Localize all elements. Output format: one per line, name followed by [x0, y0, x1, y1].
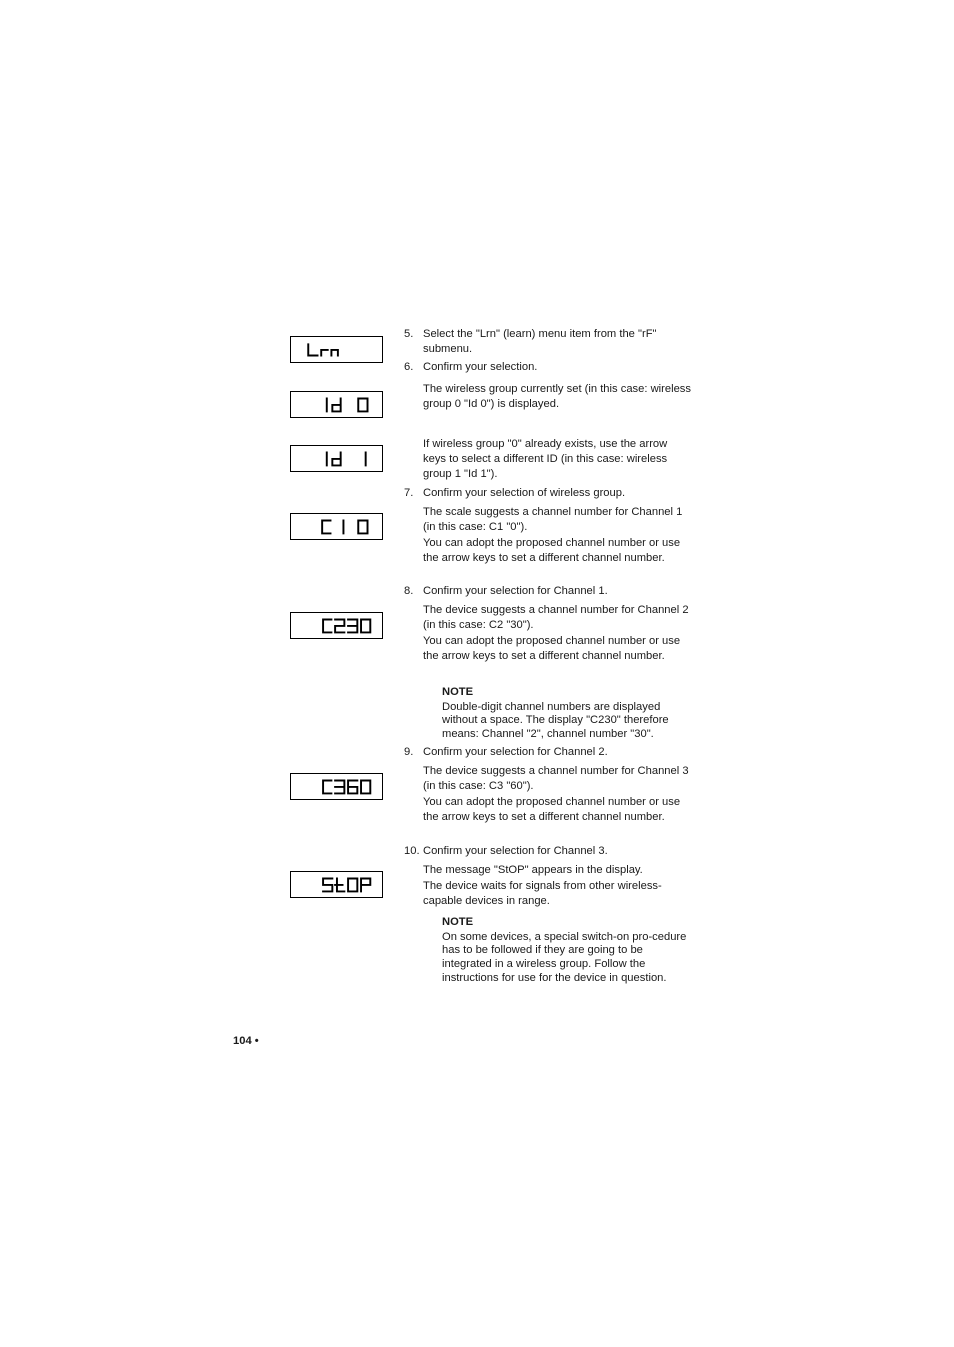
step-9-number: 9. — [404, 746, 414, 758]
step-6-paragraph-current-group: The wireless group currently set (in this case: wireless group 0 "Id 0") is displayed. — [423, 383, 691, 410]
step-7-number: 7. — [404, 487, 414, 499]
step-6-paragraph-different-id: If wireless group "0" already exists, use the arrow keys to select a different ID (in this case: wireless group 1 "Id 1"). — [423, 438, 668, 480]
display-c360 — [290, 773, 383, 800]
note-double-digit — [442, 686, 694, 742]
note-title: NOTE — [442, 916, 474, 928]
step-10-number: 10. — [404, 845, 420, 857]
step-6-number: 6. — [404, 361, 414, 373]
step-7-paragraph-adopt: You can adopt the proposed channel number or use the arrow keys to set a different channel number. — [423, 537, 681, 564]
step-7-text: Confirm your selection of wireless group. — [423, 487, 626, 499]
step-5-number: 5. — [404, 328, 414, 340]
step-9-text: Confirm your selection for Channel 2. — [423, 746, 608, 758]
display-stop — [290, 871, 383, 898]
step-10-paragraph-stop: The message "StOP" appears in the display. — [423, 864, 643, 876]
step-9-paragraph-suggest: The device suggests a channel number for Channel 3 (in this case: C3 "60"). — [423, 765, 689, 792]
step-8-paragraph-suggest: The device suggests a channel number for Channel 2 (in this case: C2 "30"). — [423, 604, 689, 631]
display-id-0 — [290, 391, 383, 418]
step-9-paragraph-adopt: You can adopt the proposed channel number or use the arrow keys to set a different channel number. — [423, 796, 681, 823]
step-8-number: 8. — [404, 585, 414, 597]
display-c1-0 — [290, 513, 383, 540]
note-text: On some devices, a special switch-on pro-cedure has to be followed if they are going to be integrated in a wireless group. Follow the instructions for use for the device in question. — [442, 930, 687, 984]
step-5-text: Select the "Lrn" (learn) menu item from the "rF" submenu. — [423, 328, 657, 355]
step-10-paragraph-waits: The device waits for signals from other wireless-capable devices in range. — [423, 880, 662, 907]
note-switch-on — [442, 916, 694, 986]
note-text: Double-digit channel numbers are displayed without a space. The display "C230" therefore means: Channel "2", channel number "30". — [442, 700, 669, 741]
step-10-text: Confirm your selection for Channel 3. — [423, 845, 608, 857]
step-8-paragraph-adopt: You can adopt the proposed channel number or use the arrow keys to set a different channel number. — [423, 635, 681, 662]
display-lrn — [290, 336, 383, 363]
step-8-text: Confirm your selection for Channel 1. — [423, 585, 608, 597]
display-id-1 — [290, 445, 383, 472]
display-c230 — [290, 612, 383, 639]
step-7-paragraph-suggest: The scale suggests a channel number for Channel 1 (in this case: C1 "0"). — [423, 506, 683, 533]
note-title: NOTE — [442, 686, 474, 698]
page-number: 104 • — [233, 1035, 259, 1047]
step-6-text: Confirm your selection. — [423, 361, 538, 373]
